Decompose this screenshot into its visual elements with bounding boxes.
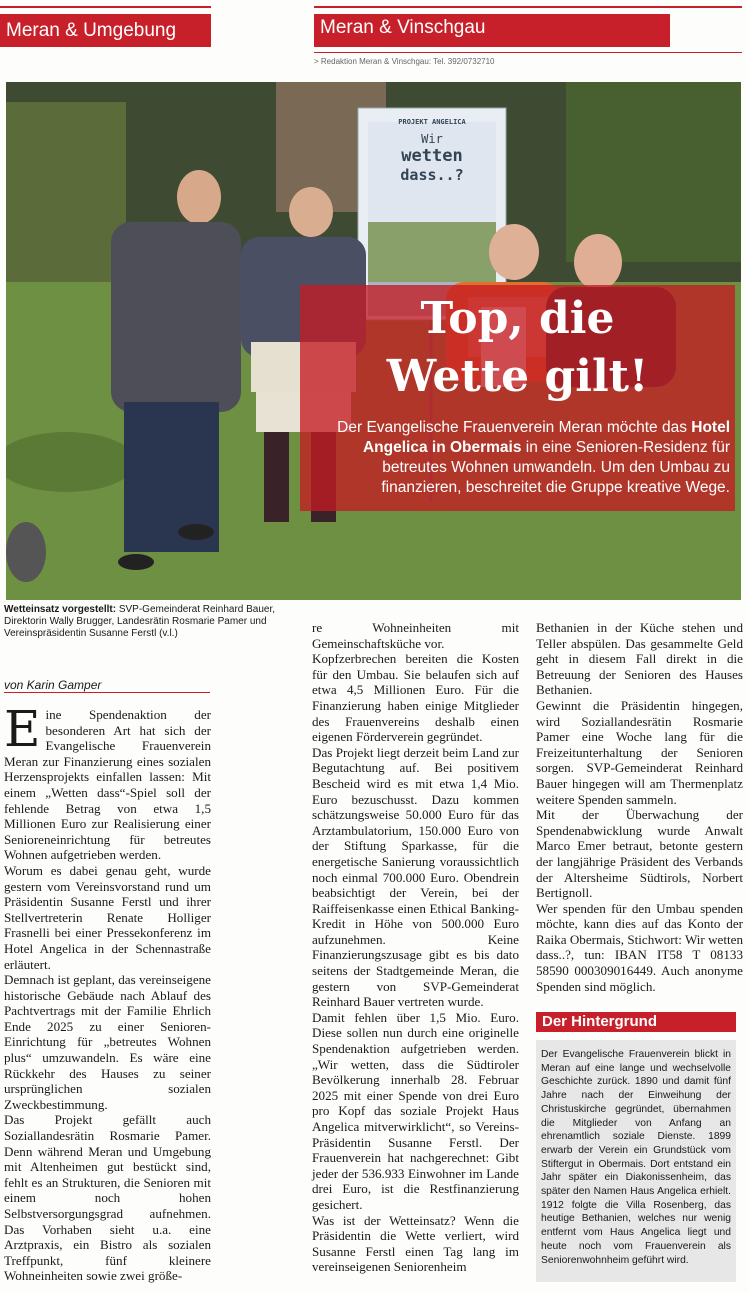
paragraph: re Wohneinheiten mit Gemeinschaftsküche vor. (312, 620, 519, 651)
headline (300, 290, 735, 406)
paragraph: Damit fehlen über 1,5 Mio. Euro. Diese sollen nun durch eine originelle Spendenaktion aufgetrieben werden. „Wir wetten, dass die Südtiroler Bevölkerung innerhalb 28. Februar 2025 mit einer Spende von drei Euro pro Kopf das soziale Projekt Haus Angelica mitverwirklicht“, so Vereins-Präsidentin Susanne Ferstl. Der Frauenverein hat nachgerechnet: Gibt jeder der 536.933 Einwohner im Lande drei Euro, ist die Restfinanzierung gesichert. (312, 1009, 519, 1212)
top-rule-left (0, 6, 211, 8)
photo-caption (4, 604, 289, 640)
paragraph: Mit der Überwachung der Spendenabwicklung wurde Anwalt Marco Emer betraut, betonte gestern der langjährige Präsident des Verbands der Altersheime Südtirols, Norbert Bertignoll. (536, 807, 743, 901)
article-column-3 (536, 620, 743, 994)
top-rule-right (314, 6, 742, 8)
article-column-2 (312, 620, 519, 1275)
caption-text: SVP-Gemeinderat Reinhard Bauer, Direktorin Wally Brugger, Landesrätin Rosmarie Pamer und Vereinspräsidentin Susanne Ferstl (v.l.) (4, 604, 276, 639)
paragraph (4, 700, 211, 863)
paragraph: Gewinnt die Präsidentin hingegen, wird Soziallandesrätin Rosmarie Pamer eine Woche lang für die Freizeitunterhaltung der Senioren sorgen. SVP-Gemeinderat Reinhard Bauer hingegen will am Thermenplatz weitere Spenden sammeln. (536, 697, 743, 807)
headline-line-1: Top, die (420, 293, 615, 344)
poster-title-3: dass..? (400, 166, 464, 184)
section-label-right: Meran & Vinschgau (314, 14, 670, 47)
paragraph-text: ine Spendenaktion der besonderen Art hat sich der Evangelische Frauenverein Meran zur Finanzierung eines sozialen Herzensprojekts einfallen lassen: Mit einem „Wetten dass“-Spiel soll der fehlende Betrag von etwa 1,5 Millionen Euro zur Realisierung einer Senioreneinrichtung für betreutes Wohnen aufgetrieben werden. (4, 707, 211, 863)
dek-part-1: Der Evangelische Frauenverein Meran möchte das (337, 419, 692, 436)
paragraph: Kopfzerbrechen bereiten die Kosten für den Umbau. Sie belaufen sich auf etwa 4,5 Millionen Euro. Für die Finanzierung haben einige Mitglieder des Frauenvereins deshalb einen eigenen Förderverein gegründet. (312, 651, 519, 745)
section-label-left: Meran & Umgebung (0, 14, 211, 47)
paragraph: Worum es dabei genau geht, wurde gestern vom Vereinsvorstand rund um Präsidentin Susanne Ferstl und ihrer Stellvertreterin Renate Holliger Frasnelli bei einer Pressekonferenz im Hotel Angelica in der Schennastraße erläutert. (4, 862, 211, 972)
poster-title-2: wetten (401, 146, 463, 166)
poster (368, 118, 496, 184)
dek (300, 418, 730, 498)
paragraph: Was ist der Wetteinsatz? Wenn die Präsidentin die Wette verliert, wird Susanne Ferstl einen Tag lang im vereinseigenen Seniorenheim (312, 1212, 519, 1275)
drop-cap: E (4, 700, 41, 758)
background-box-title: Der Hintergrund (536, 1012, 736, 1032)
poster-top-label: PROJEKT ANGELICA (398, 118, 466, 126)
paragraph: Demnach ist geplant, das vereinseigene historische Gebäude nach Ablauf des Pachtvertrags mit der Familie Ehrlich Ende 2025 zu einer Senioren-Einrichtung für „betreutes Wohnen plus“ umzuwandeln. Es wäre eine Rückkehr des Hauses zu seiner ursprünglichen sozialen Zweckbestimmung. (4, 972, 211, 1112)
dek-part-2: in eine Senioren-Residenz für betreutes Wohnen umwandeln. Um den Umbau zu finanzieren, beschreitet die Gruppe kreative Wege. (381, 439, 730, 496)
caption-lead: Wetteinsatz vorgestellt: (4, 604, 117, 615)
paragraph: Bethanien in der Küche stehen und Teller abspülen. Das gesammelte Geld geht in diesem Fall direkt in die Betreuung der Senioren des Hauses Bethanien. (536, 620, 743, 698)
paragraph: Wer spenden für den Umbau spenden möchte, kann dies auf das Konto der Raika Obermais, Stichwort: Wir wetten dass..?, tun: IBAN IT58 T 08133 58590 000309016449. Auch anonyme Spenden sind möglich. (536, 900, 743, 994)
poster-title-1: Wir (421, 132, 443, 146)
paragraph: Das Projekt liegt derzeit beim Land zur Begutachtung auf. Bei positivem Bescheid wird es mit etwa 1,4 Mio. Euro bezuschusst. Dazu kommen schätzungsweise 50.000 Euro für das Arztambulatorium, 150.000 Euro von der Stiftung Sparkasse, für die energetische Sanierung voraussichtlich noch einmal 700.000 Euro. Obendrein beabsichtigt der Verein, bei der Raiffeisenkasse einen Ethical Banking-Kredit in Höhe von 500.000 Euro aufzunehmen. Keine Finanzierungszusage gibt es bis dato seitens der Stadtgemeinde Meran, die gestern von SVP-Gemeinderat Reinhard Bauer vertreten wurde. (312, 744, 519, 1010)
background-box-text: Der Evangelische Frauenverein blickt in Meran auf eine lange und wechselvolle Geschichte zurück. 1890 und damit fünf Jahre nach der Einweihung der Christuskirche gegründet, übernahmen die Mitglieder von Anfang an ehrenamtlich soziale Dienste. 1899 erwarb der Verein ein Grundstück vom Stiftergut in Obermais. Dort entstand ein Jahr später ein Diakonissenheim, das später den Namen Haus Angelica erhielt. 1912 folgte die Villa Rosenberg, das heutige Bethanien, welches nur wenig entfernt vom Haus Angelica liegt und heute noch vom Frauenverein als Seniorenwohnheim geführt wird. (541, 1049, 731, 1266)
editorial-line: > Redaktion Meran & Vinschgau: Tel. 392/0732710 (314, 57, 495, 66)
article-column-1 (4, 700, 211, 1284)
headline-line-2: Wette gilt! (386, 351, 649, 402)
divider (314, 52, 742, 53)
dek-bold: Hotel Angelica in Obermais (362, 419, 730, 456)
byline-rule (4, 692, 210, 693)
author-byline: von Karin Gamper (4, 678, 102, 692)
paragraph: Das Projekt gefällt auch Soziallandesrätin Rosmarie Pamer. Denn während Meran und Umgebung mit Altenheimen gut bestückt sind, fehlt es an Strukturen, die Senioren mit einem noch hohen Selbstversorgungsgrad aufnehmen. Das Vorhaben sieht u.a. eine Arztpraxis, ein Bistro als sozialen Treffpunkt, fünf kleinere Wohneinheiten sowie zwei größe- (4, 1112, 211, 1284)
